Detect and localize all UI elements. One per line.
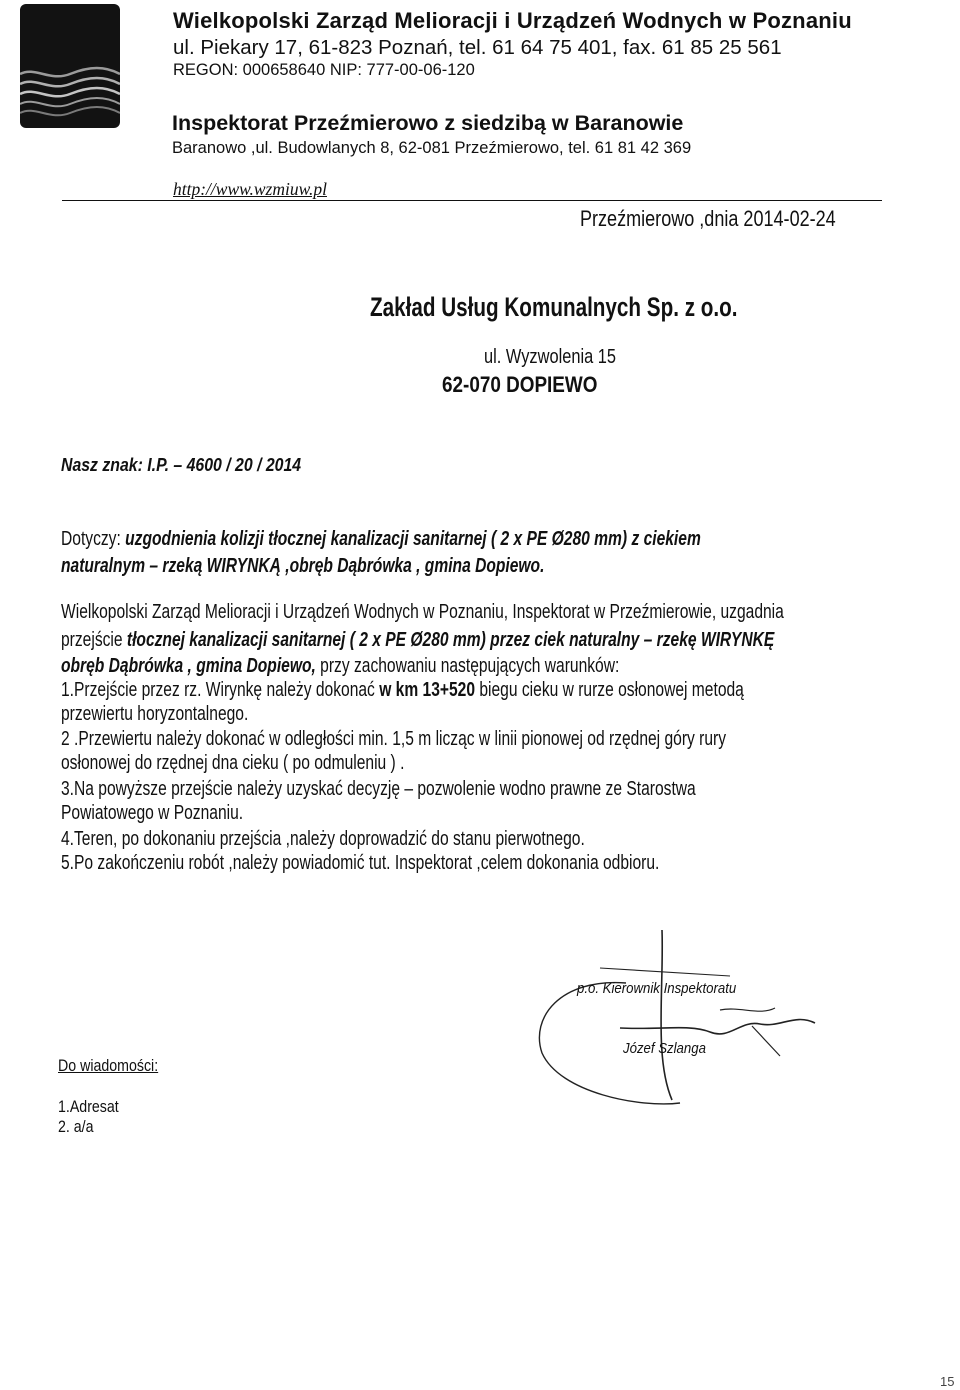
inspectorate-name: Inspektorat Przeźmierowo z siedzibą w Baranowie xyxy=(172,111,684,135)
body-line-2 xyxy=(61,629,774,652)
cc-item: 1.Adresat xyxy=(58,1098,119,1116)
body-line-2b: tłocznej kanalizacji sanitarnej ( 2 x PE Ø280 mm) przez ciek naturalny – rzekę WIRYNKĘ xyxy=(126,629,775,651)
organization-logo xyxy=(20,4,120,128)
condition-1 xyxy=(61,679,744,702)
organization-name: Wielkopolski Zarząd Melioracji i Urządzeń Wodnych w Poznaniu xyxy=(173,8,852,33)
condition-1-km: w km 13+520 xyxy=(379,679,476,701)
page-number: 15 xyxy=(940,1374,955,1389)
subject-label: Dotyczy: xyxy=(61,528,121,550)
condition-4: 4.Teren, po dokonaniu przejścia ,należy doprowadzić do stanu pierwotnego. xyxy=(61,828,585,850)
condition-1-cont: przewiertu horyzontalnego. xyxy=(61,703,249,725)
waves-icon xyxy=(20,4,120,128)
recipient-street: ul. Wyzwolenia 15 xyxy=(484,346,617,368)
header-divider xyxy=(62,200,882,201)
condition-2-cont: osłonowej do rzędnej dna cieku ( po odmuleniu ) . xyxy=(61,752,405,774)
body-line-3a: obręb Dąbrówka , gmina Dopiewo, xyxy=(61,655,316,677)
recipient-city: 62-070 DOPIEWO xyxy=(442,372,598,397)
body-line-1: Wielkopolski Zarząd Melioracji i Urządzeń Wodnych w Poznaniu, Inspektorat w Przeźmierowie, uzgadnia xyxy=(61,601,784,623)
subject-line-1 xyxy=(61,528,701,551)
body-line-3 xyxy=(61,655,619,678)
cc-title: Do wiadomości: xyxy=(58,1057,159,1075)
condition-2: 2 .Przewiertu należy dokonać w odległości min. 1,5 m licząc w linii pionowej od rzędnej góry rury xyxy=(61,728,727,750)
recipient-name: Zakład Usług Komunalnych Sp. z o.o. xyxy=(370,292,738,322)
signatory-role: p.o. Kierownik Inspektoratu xyxy=(577,980,737,997)
body-line-2a: przejście xyxy=(61,629,127,651)
condition-1a: 1.Przejście przez rz. Wirynkę należy dokonać xyxy=(61,679,380,701)
inspectorate-address: Baranowo ,ul. Budowlanych 8, 62-081 Przeźmierowo, tel. 61 81 42 369 xyxy=(172,139,692,157)
cc-item: 2. a/a xyxy=(58,1118,94,1136)
condition-3: 3.Na powyższe przejście należy uzyskać decyzję – pozwolenie wodno prawne ze Starostwa xyxy=(61,778,696,800)
subject-text-1: uzgodnienia kolizji tłocznej kanalizacji sanitarnej ( 2 x PE Ø280 mm) z ciekiem xyxy=(125,528,701,550)
signatory-name: Józef Szlanga xyxy=(623,1040,706,1057)
condition-3-cont: Powiatowego w Poznaniu. xyxy=(61,802,244,824)
body-line-3b: przy zachowaniu następujących warunków: xyxy=(315,655,620,677)
condition-1c: biegu cieku w rurze osłonowej metodą xyxy=(475,679,744,701)
organization-address: ul. Piekary 17, 61-823 Poznań, tel. 61 64 75 401, fax. 61 85 25 561 xyxy=(173,36,782,59)
subject-line-2: naturalnym – rzeką WIRYNKĄ ,obręb Dąbrówka , gmina Dopiewo. xyxy=(61,555,545,577)
place-date: Przeźmierowo ,dnia 2014-02-24 xyxy=(580,206,836,231)
organization-ids: REGON: 000658640 NIP: 777-00-06-120 xyxy=(173,61,475,79)
website-link[interactable]: http://www.wzmiuw.pl xyxy=(173,179,327,199)
reference-number: Nasz znak: I.P. – 4600 / 20 / 2014 xyxy=(61,455,302,475)
condition-5: 5.Po zakończeniu robót ,należy powiadomić tut. Inspektorat ,celem dokonania odbioru. xyxy=(61,852,660,874)
signature-mark xyxy=(530,928,830,1113)
